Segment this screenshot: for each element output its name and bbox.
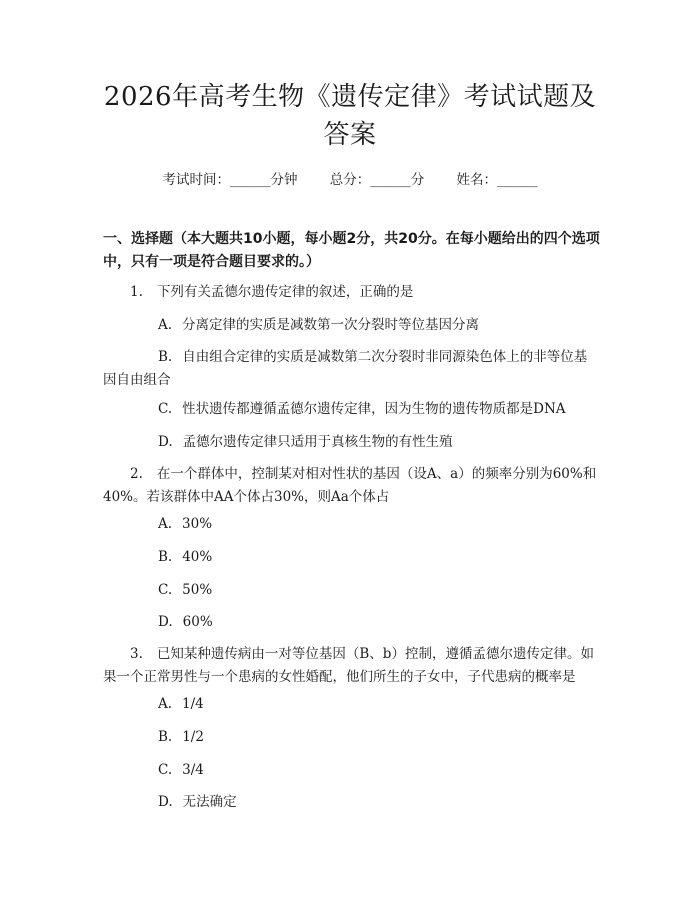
option-text: 孟德尔遗传定律只适用于真核生物的有性生殖 xyxy=(182,434,453,450)
option-letter: C. xyxy=(158,762,173,778)
exam-time: 考试时间：______分钟 xyxy=(162,172,298,188)
option-3a xyxy=(158,693,600,716)
option-letter: A. xyxy=(158,516,173,532)
option-text: 50% xyxy=(182,582,213,598)
question-number: 1. xyxy=(130,284,143,300)
question-3 xyxy=(103,643,600,689)
question-number: 2. xyxy=(130,466,143,482)
option-letter: C. xyxy=(158,401,173,417)
exam-meta xyxy=(0,168,700,188)
option-text: 3/4 xyxy=(182,762,204,778)
option-text: 性状遗传都遵循孟德尔遗传定律，因为生物的遗传物质都是DNA xyxy=(182,401,566,417)
option-1d xyxy=(158,431,600,454)
option-2c xyxy=(158,579,600,602)
option-letter: A. xyxy=(158,696,173,712)
option-1b xyxy=(103,346,600,392)
option-letter: B. xyxy=(158,349,173,365)
option-2a xyxy=(158,513,600,536)
option-text: 分离定律的实质是减数第一次分裂时等位基因分离 xyxy=(182,317,480,333)
option-3b xyxy=(158,726,600,749)
option-text: 无法确定 xyxy=(182,794,237,810)
option-letter: A. xyxy=(158,317,173,333)
question-1 xyxy=(103,281,600,304)
option-letter: B. xyxy=(158,729,173,745)
question-2 xyxy=(103,463,600,509)
option-text: 40% xyxy=(182,549,213,565)
option-text: 1/2 xyxy=(182,729,204,745)
option-2d xyxy=(158,611,600,634)
option-letter: B. xyxy=(158,549,173,565)
option-text: 1/4 xyxy=(182,696,204,712)
option-letter: D. xyxy=(158,434,173,450)
page-title: 2026年高考生物《遗传定律》考试试题及答案 xyxy=(103,82,597,150)
section-heading: 一、选择题（本大题共10小题，每小题2分，共20分。在每小题给出的四个选项中，只有一项是符合题目要求的。） xyxy=(103,231,600,270)
option-1a xyxy=(158,314,600,337)
option-1c xyxy=(158,398,600,421)
option-letter: D. xyxy=(158,794,173,810)
option-text: 自由组合定律的实质是减数第二次分裂时非同源染色体上的非等位基因自由组合 xyxy=(103,349,588,388)
option-3c xyxy=(158,759,600,782)
option-text: 30% xyxy=(182,516,213,532)
option-letter: C. xyxy=(158,582,173,598)
question-number: 3. xyxy=(130,646,143,662)
option-2b xyxy=(158,546,600,569)
question-stem: 下列有关孟德尔遗传定律的叙述，正确的是 xyxy=(156,284,414,300)
question-stem: 已知某种遗传病由一对等位基因（B、b）控制，遵循孟德尔遗传定律。如果一个正常男性与一个患病的女性婚配，他们所生的子女中，子代患病的概率是 xyxy=(103,646,594,685)
option-letter: D. xyxy=(158,614,173,630)
option-text: 60% xyxy=(182,614,213,630)
option-3d xyxy=(158,791,600,814)
question-stem: 在一个群体中，控制某对相对性状的基因（设A、a）的频率分别为60%和40%。若该群体中AA个体占30%，则Aa个体占 xyxy=(103,466,597,505)
exam-score: 总分：______分 xyxy=(329,172,425,188)
student-name: 姓名：______ xyxy=(456,172,538,188)
